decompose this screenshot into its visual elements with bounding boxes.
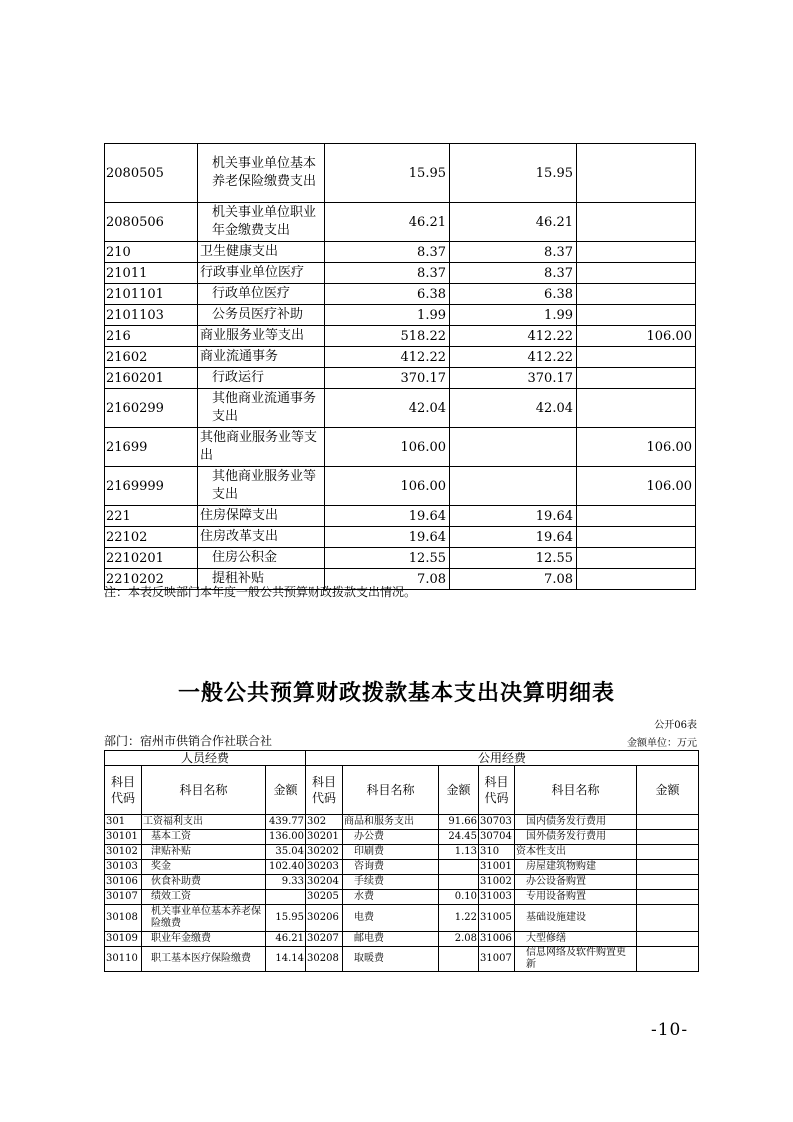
basic-amount: 8.37: [450, 263, 577, 284]
public-amount: [637, 860, 699, 875]
personnel-code: 30102: [105, 845, 142, 860]
page-title: 一般公共预算财政拨款基本支出决算明细表: [177, 681, 615, 706]
personnel-name: 奖金: [142, 860, 266, 875]
total-amount: 370.17: [325, 368, 450, 389]
project-amount: [577, 284, 696, 305]
personnel-code: 30109: [105, 932, 142, 947]
subject-name: 行政运行: [198, 368, 325, 389]
basic-amount: 8.37: [450, 242, 577, 263]
project-amount: 106.00: [577, 326, 696, 347]
name-header: 科目名称: [142, 766, 266, 815]
public-amount: [637, 890, 699, 905]
table-row: [105, 305, 696, 326]
project-amount: [577, 242, 696, 263]
personnel-code: 30106: [105, 875, 142, 890]
form-number: 公开06表: [654, 720, 697, 731]
public-name: 房屋建筑物购建: [515, 860, 637, 875]
public-name: 资本性支出: [515, 845, 637, 860]
public-code: 30205: [306, 890, 343, 905]
total-amount: 8.37: [325, 263, 450, 284]
public-name: 信息网络及软件购置更新: [515, 947, 637, 972]
total-amount: 106.00: [325, 428, 450, 467]
public-code: 31003: [479, 890, 515, 905]
subject-code: 2210202: [105, 569, 198, 590]
public-code: 30201: [306, 830, 343, 845]
personnel-code: 30103: [105, 860, 142, 875]
subject-code: 21602: [105, 347, 198, 368]
public-name: 专用设备购置: [515, 890, 637, 905]
subject-code: 2160299: [105, 389, 198, 428]
project-amount: [577, 368, 696, 389]
personnel-code: 30108: [105, 905, 142, 932]
personnel-name: 基本工资: [142, 830, 266, 845]
subject-code: 2101103: [105, 305, 198, 326]
basic-amount: 412.22: [450, 326, 577, 347]
public-name: 手续费: [343, 875, 439, 890]
table-row: [105, 428, 696, 467]
table-row: [105, 326, 696, 347]
public-name: 办公设备购置: [515, 875, 637, 890]
public-code: 30203: [306, 860, 343, 875]
total-amount: 6.38: [325, 284, 450, 305]
subject-name: 住房保障支出: [198, 506, 325, 527]
table-row: [105, 845, 699, 860]
public-name: 水费: [343, 890, 439, 905]
table-note: 注：本表反映部门本年度一般公共预算财政拨款支出情况。: [104, 585, 417, 599]
public-name: 办公费: [343, 830, 439, 845]
project-amount: [577, 527, 696, 548]
subject-name: 商业服务业等支出: [198, 326, 325, 347]
subject-code: 2210201: [105, 548, 198, 569]
project-amount: 106.00: [577, 428, 696, 467]
table-row: [105, 284, 696, 305]
table-row: [105, 389, 696, 428]
project-amount: [577, 203, 696, 242]
public-amount: [637, 905, 699, 932]
project-amount: [577, 506, 696, 527]
public-name: 印刷费: [343, 845, 439, 860]
subject-name: 其他商业服务业等支出: [198, 428, 325, 467]
project-amount: [577, 389, 696, 428]
basic-amount: 12.55: [450, 548, 577, 569]
total-amount: 1.99: [325, 305, 450, 326]
table-row: [105, 368, 696, 389]
personnel-expense-header: 人员经费: [105, 751, 306, 766]
amount-header: 金额: [637, 766, 699, 815]
expenditure-table-body: [105, 144, 696, 590]
name-header: 科目名称: [343, 766, 439, 815]
subject-name: 机关事业单位职业年金缴费支出: [198, 203, 325, 242]
public-name: 邮电费: [343, 932, 439, 947]
public-code: 30202: [306, 845, 343, 860]
public-amount: [637, 947, 699, 972]
basic-amount: 7.08: [450, 569, 577, 590]
public-name: 基础设施建设: [515, 905, 637, 932]
basic-amount: 6.38: [450, 284, 577, 305]
basic-amount: 19.64: [450, 527, 577, 548]
table-row: [105, 467, 696, 506]
code-header: 科目代码: [306, 766, 343, 815]
subject-code: 2080506: [105, 203, 198, 242]
basic-expenditure-detail-table: [104, 750, 699, 972]
public-code: 302: [306, 815, 343, 830]
table-row: [105, 947, 699, 972]
basic-amount: 1.99: [450, 305, 577, 326]
public-code: 30703: [479, 815, 515, 830]
public-expense-header: 公用经费: [306, 751, 699, 766]
total-amount: 46.21: [325, 203, 450, 242]
basic-amount: [450, 467, 577, 506]
subject-code: 21699: [105, 428, 198, 467]
page-number: -10-: [651, 1020, 689, 1040]
subject-name: 住房改革支出: [198, 527, 325, 548]
personnel-amount: [266, 890, 306, 905]
total-amount: 518.22: [325, 326, 450, 347]
total-amount: 412.22: [325, 347, 450, 368]
public-name: 大型修缮: [515, 932, 637, 947]
table-row: [105, 905, 699, 932]
public-code: 30704: [479, 830, 515, 845]
personnel-name: 职业年金缴费: [142, 932, 266, 947]
personnel-amount: 46.21: [266, 932, 306, 947]
name-header: 科目名称: [515, 766, 637, 815]
subject-code: 221: [105, 506, 198, 527]
public-code: 31002: [479, 875, 515, 890]
table-row: [105, 830, 699, 845]
subject-name: 公务员医疗补助: [198, 305, 325, 326]
public-amount: 24.45: [439, 830, 479, 845]
personnel-name: 职工基本医疗保险缴费: [142, 947, 266, 972]
table-row: [105, 815, 699, 830]
table-row: [105, 890, 699, 905]
personnel-amount: 136.00: [266, 830, 306, 845]
personnel-name: 机关事业单位基本养老保险缴费: [142, 905, 266, 932]
public-amount: 0.10: [439, 890, 479, 905]
subject-name: 行政单位医疗: [198, 284, 325, 305]
personnel-amount: 9.33: [266, 875, 306, 890]
total-amount: 12.55: [325, 548, 450, 569]
public-amount: [637, 830, 699, 845]
public-amount: 1.13: [439, 845, 479, 860]
personnel-name: 绩效工资: [142, 890, 266, 905]
table-row: [105, 263, 696, 284]
public-amount: [439, 875, 479, 890]
amount-header: 金额: [266, 766, 306, 815]
project-amount: [577, 305, 696, 326]
public-code: 30208: [306, 947, 343, 972]
basic-amount: 15.95: [450, 144, 577, 203]
public-name: 取暖费: [343, 947, 439, 972]
basic-amount: [450, 428, 577, 467]
basic-amount: 42.04: [450, 389, 577, 428]
basic-amount: 370.17: [450, 368, 577, 389]
table-row: [105, 144, 696, 203]
total-amount: 15.95: [325, 144, 450, 203]
project-amount: [577, 347, 696, 368]
personnel-name: 工资福利支出: [142, 815, 266, 830]
project-amount: [577, 569, 696, 590]
total-amount: 19.64: [325, 506, 450, 527]
public-code: 31007: [479, 947, 515, 972]
total-amount: 7.08: [325, 569, 450, 590]
total-amount: 19.64: [325, 527, 450, 548]
detail-table-body: [105, 815, 699, 972]
subject-name: 其他商业流通事务支出: [198, 389, 325, 428]
subject-name: 行政事业单位医疗: [198, 263, 325, 284]
public-code: 31001: [479, 860, 515, 875]
public-code: 310: [479, 845, 515, 860]
subject-code: 2080505: [105, 144, 198, 203]
table-row: [105, 860, 699, 875]
personnel-code: 30101: [105, 830, 142, 845]
public-amount: [439, 947, 479, 972]
public-name: 咨询费: [343, 860, 439, 875]
public-amount: [637, 845, 699, 860]
public-code: 31006: [479, 932, 515, 947]
amount-unit: 金额单位：万元: [627, 738, 697, 749]
personnel-amount: 35.04: [266, 845, 306, 860]
personnel-code: 30110: [105, 947, 142, 972]
personnel-name: 伙食补助费: [142, 875, 266, 890]
personnel-name: 津贴补贴: [142, 845, 266, 860]
subject-name: 其他商业服务业等支出: [198, 467, 325, 506]
project-amount: [577, 263, 696, 284]
basic-amount: 19.64: [450, 506, 577, 527]
public-code: 31005: [479, 905, 515, 932]
public-name: 电费: [343, 905, 439, 932]
table-row: [105, 203, 696, 242]
personnel-code: 30107: [105, 890, 142, 905]
subject-name: 卫生健康支出: [198, 242, 325, 263]
subject-code: 2101101: [105, 284, 198, 305]
basic-amount: 46.21: [450, 203, 577, 242]
public-amount: 2.08: [439, 932, 479, 947]
personnel-amount: 102.40: [266, 860, 306, 875]
table-row: [105, 548, 696, 569]
table-row: [105, 527, 696, 548]
department-label: 部门：宿州市供销合作社联合社: [104, 734, 273, 748]
subject-code: 21011: [105, 263, 198, 284]
subject-code: 210: [105, 242, 198, 263]
table-row: [105, 506, 696, 527]
project-amount: 106.00: [577, 467, 696, 506]
code-header: 科目代码: [105, 766, 142, 815]
personnel-amount: 14.14: [266, 947, 306, 972]
subject-name: 商业流通事务: [198, 347, 325, 368]
subject-code: 216: [105, 326, 198, 347]
code-header: 科目代码: [479, 766, 515, 815]
project-amount: [577, 548, 696, 569]
public-name: 国内债务发行费用: [515, 815, 637, 830]
subject-code: 2169999: [105, 467, 198, 506]
public-amount: 91.66: [439, 815, 479, 830]
total-amount: 106.00: [325, 467, 450, 506]
table-row: [105, 242, 696, 263]
basic-amount: 412.22: [450, 347, 577, 368]
public-code: 30207: [306, 932, 343, 947]
subject-name: 提租补贴: [198, 569, 325, 590]
public-name: 国外债务发行费用: [515, 830, 637, 845]
expenditure-table: [104, 143, 696, 590]
amount-header: 金额: [439, 766, 479, 815]
public-amount: [637, 932, 699, 947]
table-row: [105, 932, 699, 947]
table-row: [105, 347, 696, 368]
total-amount: 8.37: [325, 242, 450, 263]
public-name: 商品和服务支出: [343, 815, 439, 830]
table-row: [105, 875, 699, 890]
project-amount: [577, 144, 696, 203]
subject-code: 22102: [105, 527, 198, 548]
public-code: 30206: [306, 905, 343, 932]
public-amount: 1.22: [439, 905, 479, 932]
total-amount: 42.04: [325, 389, 450, 428]
public-amount: [637, 875, 699, 890]
public-code: 30204: [306, 875, 343, 890]
personnel-code: 301: [105, 815, 142, 830]
personnel-amount: 439.77: [266, 815, 306, 830]
public-amount: [637, 815, 699, 830]
personnel-amount: 15.95: [266, 905, 306, 932]
subject-name: 机关事业单位基本养老保险缴费支出: [198, 144, 325, 203]
subject-code: 2160201: [105, 368, 198, 389]
public-amount: [439, 860, 479, 875]
subject-name: 住房公积金: [198, 548, 325, 569]
